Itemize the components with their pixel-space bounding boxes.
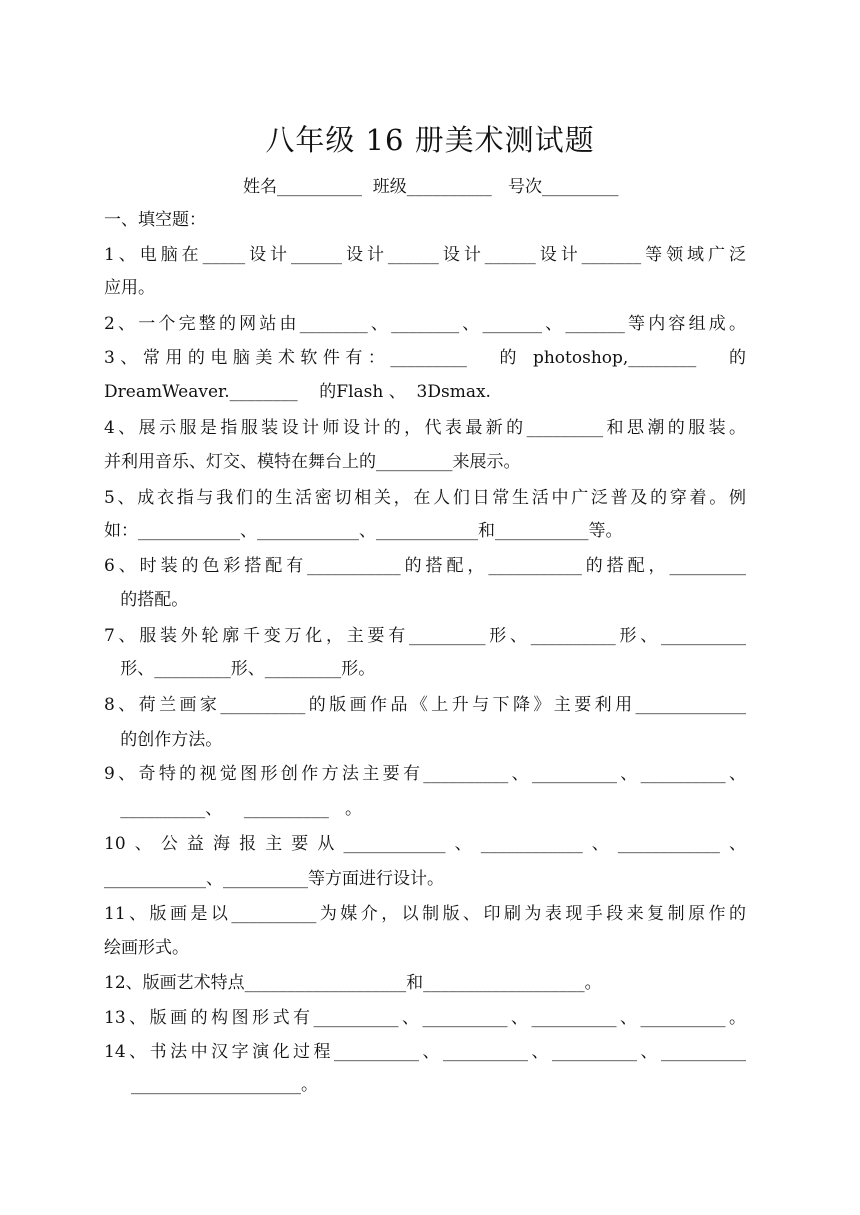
question-line: 4、展示服是指服装设计师设计的，代表最新的_________和思潮的服装。 [104,418,746,438]
question-line: 的搭配。 [104,590,189,610]
question-line: 14、书法中汉字演化过程__________、__________、__________、__________ [104,1042,746,1062]
question-line: 6、时装的色彩搭配有___________的搭配，___________的搭配，_________ [104,556,746,576]
question-line: 绘画形式。 [104,938,189,958]
question-line: 形、_________形、_________形。 [104,659,376,679]
question-line: DreamWeaver.________ 的Flash 、 3Dsmax. [104,382,491,402]
page-title: 八年级 16 册美术测试题 [265,123,595,157]
section-heading: 一、填空题： [104,210,206,230]
question-line: 9、奇特的视觉图形创作方法主要有__________、__________、__________、 [104,764,746,784]
question-line: 3、常用的电脑美术软件有：_________ 的 photoshop,________ 的 [104,348,746,368]
question-line: 10、公益海报主要从____________、____________、____________、 [104,834,746,854]
question-line: 12、版画艺术特点___________________和___________________。 [104,973,602,993]
question-line: ____________________。 [104,1075,319,1095]
question-line: ____________、__________等方面进行设计。 [104,869,444,889]
question-line: 并利用音乐、灯交、模特在舞台上的_________来展示。 [104,452,521,472]
question-line: 2、一个完整的网站由________、________、_______、_______等内容组成。 [104,314,746,334]
question-line: 7、服装外轮廓千变万化，主要有_________形、__________形、__________ [104,626,746,646]
student-info-line: 姓名__________ 班级__________ 号次_________ [243,177,619,197]
question-line: 5、成衣指与我们的生活密切相关，在人们日常生活中广泛普及的穿着。例 [104,488,746,508]
question-line: 13、版画的构图形式有__________、__________、__________、__________。 [104,1008,746,1028]
question-line: __________、 __________ 。 [104,799,363,819]
question-line: 应用。 [104,278,155,298]
question-line: 1、电脑在_____设计______设计______设计______设计_______等领域广泛 [104,245,746,265]
question-line: 的创作方法。 [104,730,223,750]
question-line: 8、荷兰画家__________的版画作品《上升与下降》主要利用_____________ [104,695,746,715]
question-line: 11、版画是以__________为媒介，以制版、印刷为表现手段来复制原作的 [104,904,746,924]
question-line: 如：____________、____________、____________和___________等。 [104,521,623,541]
